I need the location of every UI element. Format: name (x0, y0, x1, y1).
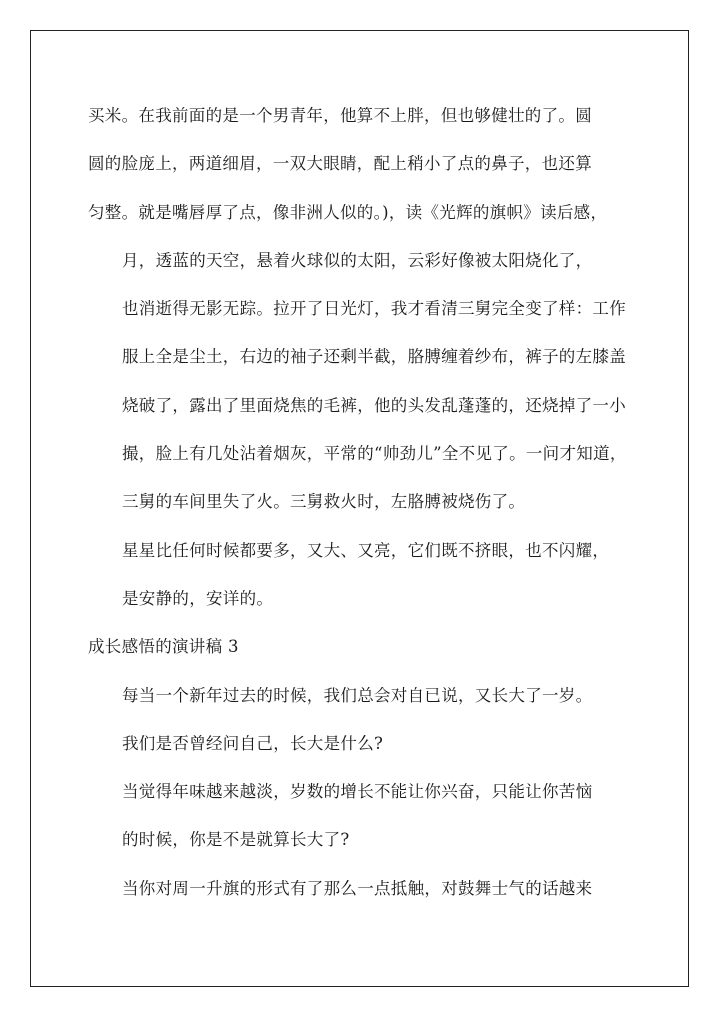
paragraph (88, 92, 636, 237)
document-body (88, 92, 636, 913)
paragraph (88, 865, 636, 913)
text-line: 买米。在我前面的是一个男青年，他算不上胖，但也够健壮的了。圆 (88, 106, 592, 125)
text-line: 烧破了，露出了里面烧焦的毛裤，他的头发乱蓬蓬的，还烧掉了一小 (122, 395, 626, 415)
section-heading (88, 623, 636, 671)
text-line: 撮，脸上有几处沾着烟灰，平常的“帅劲儿”全不见了。一问才知道， (122, 444, 627, 464)
paragraph (88, 720, 636, 768)
text-line: 成长感悟的演讲稿 3 (88, 637, 239, 657)
text-line: 当你对周一升旗的形式有了那么一点抵触，对鼓舞士气的话越来 (122, 878, 593, 898)
text-line: 是安静的，安详的。 (122, 588, 274, 608)
text-line: 每当一个新年过去的时候，我们总会对自已说，又长大了一岁。 (122, 685, 593, 705)
text-line: 我们是否曾经问自己，长大是什么? (122, 733, 384, 753)
text-line: 服上全是尘土，右边的袖子还剩半截，胳膊缠着纱布，裤子的左膝盖 (122, 347, 626, 367)
paragraph (88, 672, 636, 720)
text-line: 月，透蓝的天空，悬着火球似的太阳，云彩好像被太阳烧化了， (122, 250, 593, 270)
text-line: 三舅的车间里失了火。三舅救火时，左胳膊被烧伤了。 (122, 492, 526, 512)
text-line: 的时候，你是不是就算长大了? (122, 830, 350, 850)
paragraph (88, 237, 636, 527)
text-line: 也消逝得无影无踪。拉开了日光灯，我才看清三舅完全变了样：工作 (122, 299, 626, 319)
text-line: 圆的脸庞上，两道细眉，一双大眼睛，配上稍小了点的鼻子，也还算 (88, 154, 592, 174)
text-line: 当觉得年味越来越淡，岁数的增长不能让你兴奋，只能让你苦恼 (122, 782, 593, 802)
text-line: 匀整。就是嘴唇厚了点，像非洲人似的。)，读《光辉的旗帜》读后感， (88, 202, 608, 222)
text-line: 星星比任何时候都要多，又大、又亮，它们既不挤眼，也不闪耀， (122, 540, 610, 560)
paragraph (88, 527, 636, 624)
paragraph (88, 768, 636, 865)
